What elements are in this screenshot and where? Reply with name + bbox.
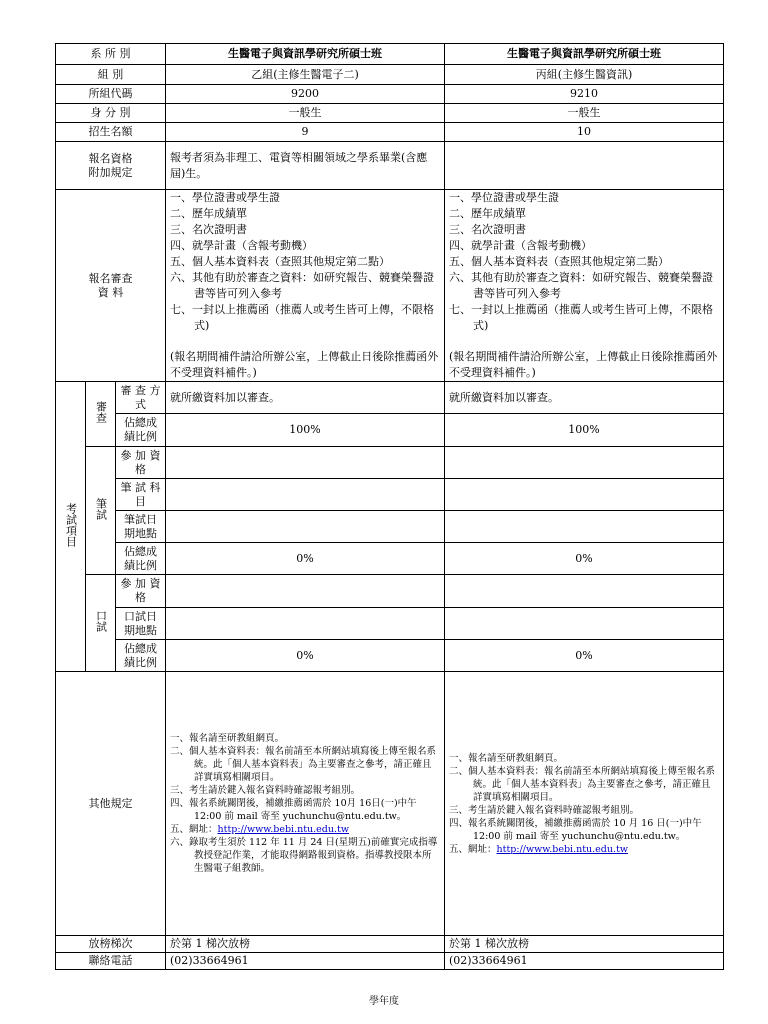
dept-value-c: 生醫電子與資訊學研究所碩士班 [445, 44, 724, 65]
group-value-b: 乙組(主修生醫電子二) [166, 65, 445, 85]
list-item: 二、歷年成績單 [170, 207, 248, 220]
list-item: 七、一封以上推薦函（推薦人或考生皆可上傳，不限格式) [170, 303, 435, 332]
dept-label: 系 所 別 [56, 44, 166, 65]
written-date-row [56, 511, 724, 543]
written-qual-b [166, 447, 445, 479]
release-value-c: 於第 1 梯次放榜 [445, 936, 724, 953]
phone-label: 聯絡電話 [56, 953, 166, 970]
written-date-c [445, 511, 724, 543]
docs-list-b [170, 190, 440, 334]
review-method-row [56, 382, 724, 414]
identity-label: 身 分 別 [56, 104, 166, 123]
release-label: 放榜梯次 [56, 936, 166, 953]
extra-req-label-line1: 報名資格 [88, 151, 133, 165]
oral-date-row [56, 608, 724, 640]
list-item: 三、考生請於鍵入報名資料時確認報考組別。 [449, 804, 640, 816]
review-ratio-b: 100% [166, 414, 445, 447]
list-item: 四、報名系統關閉後，補繳推薦函需於 10 月 16 日(一)中午 12:00 前 mail 寄至 yuchunchu@ntu.edu.tw。 [449, 817, 702, 842]
dept-row [56, 44, 724, 65]
list-item: 一、報名請至研教組網頁。 [449, 752, 564, 764]
written-ratio-b: 0% [166, 543, 445, 575]
code-value-c: 9210 [445, 85, 724, 104]
dept-value-b: 生醫電子與資訊學研究所碩士班 [166, 44, 445, 65]
quota-value-c: 10 [445, 123, 724, 142]
other-value-c [445, 672, 724, 936]
written-qual-row [56, 447, 724, 479]
review-method-c: 就所繳資料加以審查。 [445, 382, 724, 414]
list-item: 二、歷年成績單 [449, 207, 527, 220]
exam-items-label [56, 382, 86, 672]
oral-qual-label: 參 加 資 格 [116, 575, 166, 608]
list-item: 六、其他有助於審查之資料：如研究報告、競賽榮譽證書等皆可列入參考 [170, 271, 435, 300]
review-ratio-c: 100% [445, 414, 724, 447]
other-list-b [170, 732, 440, 875]
written-ratio-row [56, 543, 724, 575]
website-link-b[interactable]: http://www.bebi.ntu.edu.tw [217, 824, 349, 835]
docs-label-line2: 資 料 [97, 285, 124, 299]
review-method-b: 就所繳資料加以審查。 [166, 382, 445, 414]
identity-row [56, 104, 724, 123]
docs-row [56, 190, 724, 382]
extra-req-row [56, 142, 724, 190]
written-ratio-label: 佔總成績比例 [116, 543, 166, 575]
oral-ratio-c: 0% [445, 640, 724, 672]
review-ratio-row [56, 414, 724, 447]
written-date-b [166, 511, 445, 543]
list-item: 二、個人基本資料表：報名前請至本所網站填寫後上傳至報名系統。此「個人基本資料表」為主要審查之參考，請正確且詳實填寫相關項目。 [170, 746, 437, 783]
list-item: 一、學位證書或學生證 [449, 191, 560, 204]
written-label [86, 447, 116, 575]
list-item: 五、個人基本資料表（查照其他規定第二點） [170, 255, 391, 268]
quota-label: 招生名額 [56, 123, 166, 142]
quota-value-b: 9 [166, 123, 445, 142]
docs-note-b: (報名期間補件請洽所辦公室，上傳截止日後除推薦函外不受理資料補件。) [170, 350, 439, 379]
written-date-label: 筆試日期地點 [116, 511, 166, 543]
docs-list-c [449, 190, 719, 334]
other-list-c [449, 752, 719, 856]
written-ratio-c: 0% [445, 543, 724, 575]
list-item: 六、其他有助於審查之資料：如研究報告、競賽榮譽證書等皆可列入參考 [449, 271, 714, 300]
review-text: 審查 [94, 401, 108, 423]
review-label [86, 382, 116, 447]
written-qual-c [445, 447, 724, 479]
oral-text: 口試 [94, 610, 108, 632]
other-label: 其他規定 [56, 672, 166, 936]
group-value-c: 丙組(主修生醫資訊) [445, 65, 724, 85]
other-value-b [166, 672, 445, 936]
extra-req-label-line2: 附加規定 [88, 165, 133, 179]
page-footer: 學年度 [369, 996, 399, 1007]
docs-value-c [445, 190, 724, 382]
oral-ratio-b: 0% [166, 640, 445, 672]
docs-label [56, 190, 166, 382]
written-subject-row [56, 479, 724, 511]
written-subject-label: 筆 試 科 目 [116, 479, 166, 511]
code-value-b: 9200 [166, 85, 445, 104]
oral-date-label: 口試日期地點 [116, 608, 166, 640]
list-item: 四、報名系統關閉後，補繳推薦函需於 10月 16日(一)中午 12:00 前 mail 寄至 yuchunchu@ntu.edu.tw。 [170, 798, 417, 822]
admission-table [55, 43, 724, 970]
list-item: 四、就學計畫（含報考動機） [449, 239, 593, 252]
written-text: 筆試 [94, 497, 108, 520]
written-qual-label: 參 加 資 格 [116, 447, 166, 479]
other-row [56, 672, 724, 936]
release-row [56, 936, 724, 953]
code-label: 所組代碼 [56, 85, 166, 104]
list-item [449, 843, 719, 856]
extra-req-label [56, 142, 166, 190]
list-item: 三、名次證明書 [170, 223, 248, 236]
website-link-c[interactable]: http://www.bebi.ntu.edu.tw [496, 843, 628, 855]
docs-label-line1: 報名審查 [88, 271, 133, 285]
group-label: 組 別 [56, 65, 166, 85]
docs-value-b [166, 190, 445, 382]
list-item: 一、學位證書或學生證 [170, 191, 281, 204]
docs-note-c: (報名期間補件請洽所辦公室，上傳截止日後除推薦函外不受理資料補件。) [449, 350, 718, 379]
list-item: 一、報名請至研教組網頁。 [170, 733, 285, 744]
written-subject-c [445, 479, 724, 511]
identity-value-b: 一般生 [166, 104, 445, 123]
extra-req-value-b: 報考者須為非理工、電資等相關領域之學系畢業(含應屆)生。 [166, 142, 445, 190]
oral-label [86, 575, 116, 672]
review-ratio-label: 佔總成績比例 [116, 414, 166, 447]
url-prefix-c: 五、網址： [449, 843, 497, 855]
phone-row [56, 953, 724, 970]
extra-req-value-c [445, 142, 724, 190]
oral-qual-b [166, 575, 445, 608]
phone-value-b: (02)33664961 [166, 953, 445, 970]
release-value-b: 於第 1 梯次放榜 [166, 936, 445, 953]
written-subject-b [166, 479, 445, 511]
list-item: 四、就學計畫（含報考動機） [170, 239, 314, 252]
phone-value-c: (02)33664961 [445, 953, 724, 970]
oral-date-c [445, 608, 724, 640]
code-row [56, 85, 724, 104]
list-item: 三、考生請於鍵入報名資料時確認報考組別。 [170, 785, 361, 796]
quota-row [56, 123, 724, 142]
identity-value-c: 一般生 [445, 104, 724, 123]
list-item: 六、錄取考生須於 112 年 11 月 24 日(星期五)前確實完成指導教授登記作業，才能取得網路報到資格。指導教授限本所生醫電子組教師。 [170, 837, 438, 874]
exam-items-text: 考試項目 [64, 502, 78, 547]
list-item: 三、名次證明書 [449, 223, 527, 236]
url-prefix-b: 五、網址： [170, 824, 218, 835]
list-item: 七、一封以上推薦函（推薦人或考生皆可上傳，不限格式) [449, 303, 714, 332]
list-item [170, 823, 440, 836]
oral-qual-c [445, 575, 724, 608]
oral-date-b [166, 608, 445, 640]
review-method-label: 審 查 方 式 [116, 382, 166, 414]
oral-qual-row [56, 575, 724, 608]
oral-ratio-row [56, 640, 724, 672]
list-item: 五、個人基本資料表（查照其他規定第二點） [449, 255, 670, 268]
group-row [56, 65, 724, 85]
list-item: 二、個人基本資料表：報名前請至本所網站填寫後上傳至報名系統。此「個人基本資料表」為主要審查之參考，請正確且詳實填寫相關項目。 [449, 765, 716, 803]
oral-ratio-label: 佔總成績比例 [116, 640, 166, 672]
